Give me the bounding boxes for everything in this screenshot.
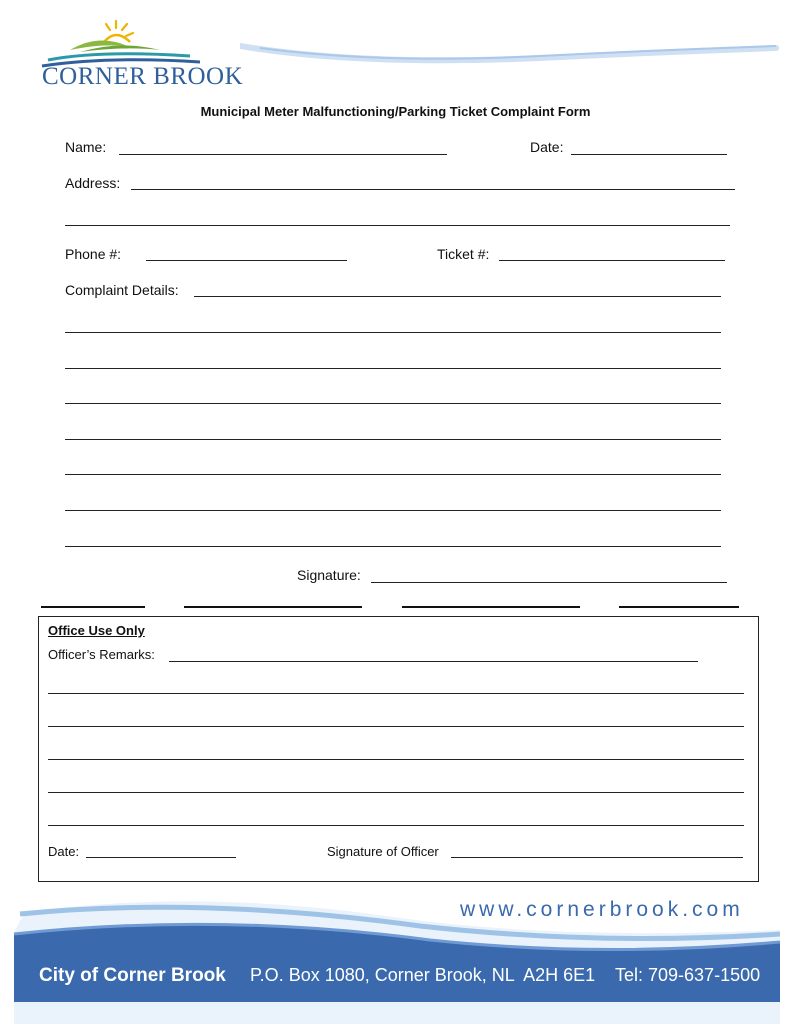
name-field[interactable] — [119, 137, 447, 155]
signature-field[interactable] — [371, 565, 727, 583]
complaint-line[interactable] — [65, 546, 721, 547]
complaint-line[interactable] — [194, 296, 721, 297]
complaint-line[interactable] — [65, 403, 721, 404]
ticket-label: Ticket #: — [437, 246, 490, 262]
name-label: Name: — [65, 139, 107, 155]
form-title: Municipal Meter Malfunctioning/Parking Ticket Complaint Form — [200, 104, 591, 119]
officer-signature-label: Signature of Officer — [327, 844, 439, 859]
address-field[interactable] — [131, 172, 735, 190]
brand-name: CORNER BROOK — [42, 63, 244, 90]
complaint-line[interactable] — [65, 368, 721, 369]
address-label: Address: — [65, 175, 121, 191]
header-swoosh — [240, 38, 780, 78]
office-use-title: Office Use Only — [48, 623, 145, 638]
date-label: Date: — [530, 139, 564, 155]
remarks-line[interactable] — [48, 759, 744, 760]
ticket-field[interactable] — [499, 243, 725, 261]
phone-label: Phone #: — [65, 246, 122, 262]
cut-separator — [41, 606, 739, 609]
office-date-label: Date: — [48, 844, 80, 859]
signature-label: Signature: — [297, 567, 361, 583]
date-field[interactable] — [571, 137, 727, 155]
complaint-line[interactable] — [65, 474, 721, 475]
remarks-line[interactable] — [48, 792, 744, 793]
website-link[interactable]: www.cornerbrook.com — [460, 898, 744, 921]
officer-signature-line[interactable] — [451, 857, 743, 858]
phone-field[interactable] — [146, 243, 347, 261]
office-date-line[interactable] — [86, 857, 236, 858]
complaint-line[interactable] — [65, 510, 721, 511]
address-line-2[interactable] — [65, 225, 730, 226]
remarks-line[interactable] — [48, 726, 744, 727]
remarks-line[interactable] — [169, 661, 698, 662]
footer-phone: Tel: 709-637-1500 — [615, 965, 761, 985]
remarks-line[interactable] — [48, 825, 744, 826]
complaint-details-label: Complaint Details: — [65, 282, 179, 298]
remarks-line[interactable] — [48, 693, 744, 694]
footer-city-name: City of Corner Brook — [39, 965, 226, 986]
complaint-line[interactable] — [65, 439, 721, 440]
officer-remarks-label: Officer’s Remarks: — [48, 647, 155, 662]
footer-address: P.O. Box 1080, Corner Brook, NL A2H 6E1 — [250, 965, 596, 985]
complaint-line[interactable] — [65, 332, 721, 333]
